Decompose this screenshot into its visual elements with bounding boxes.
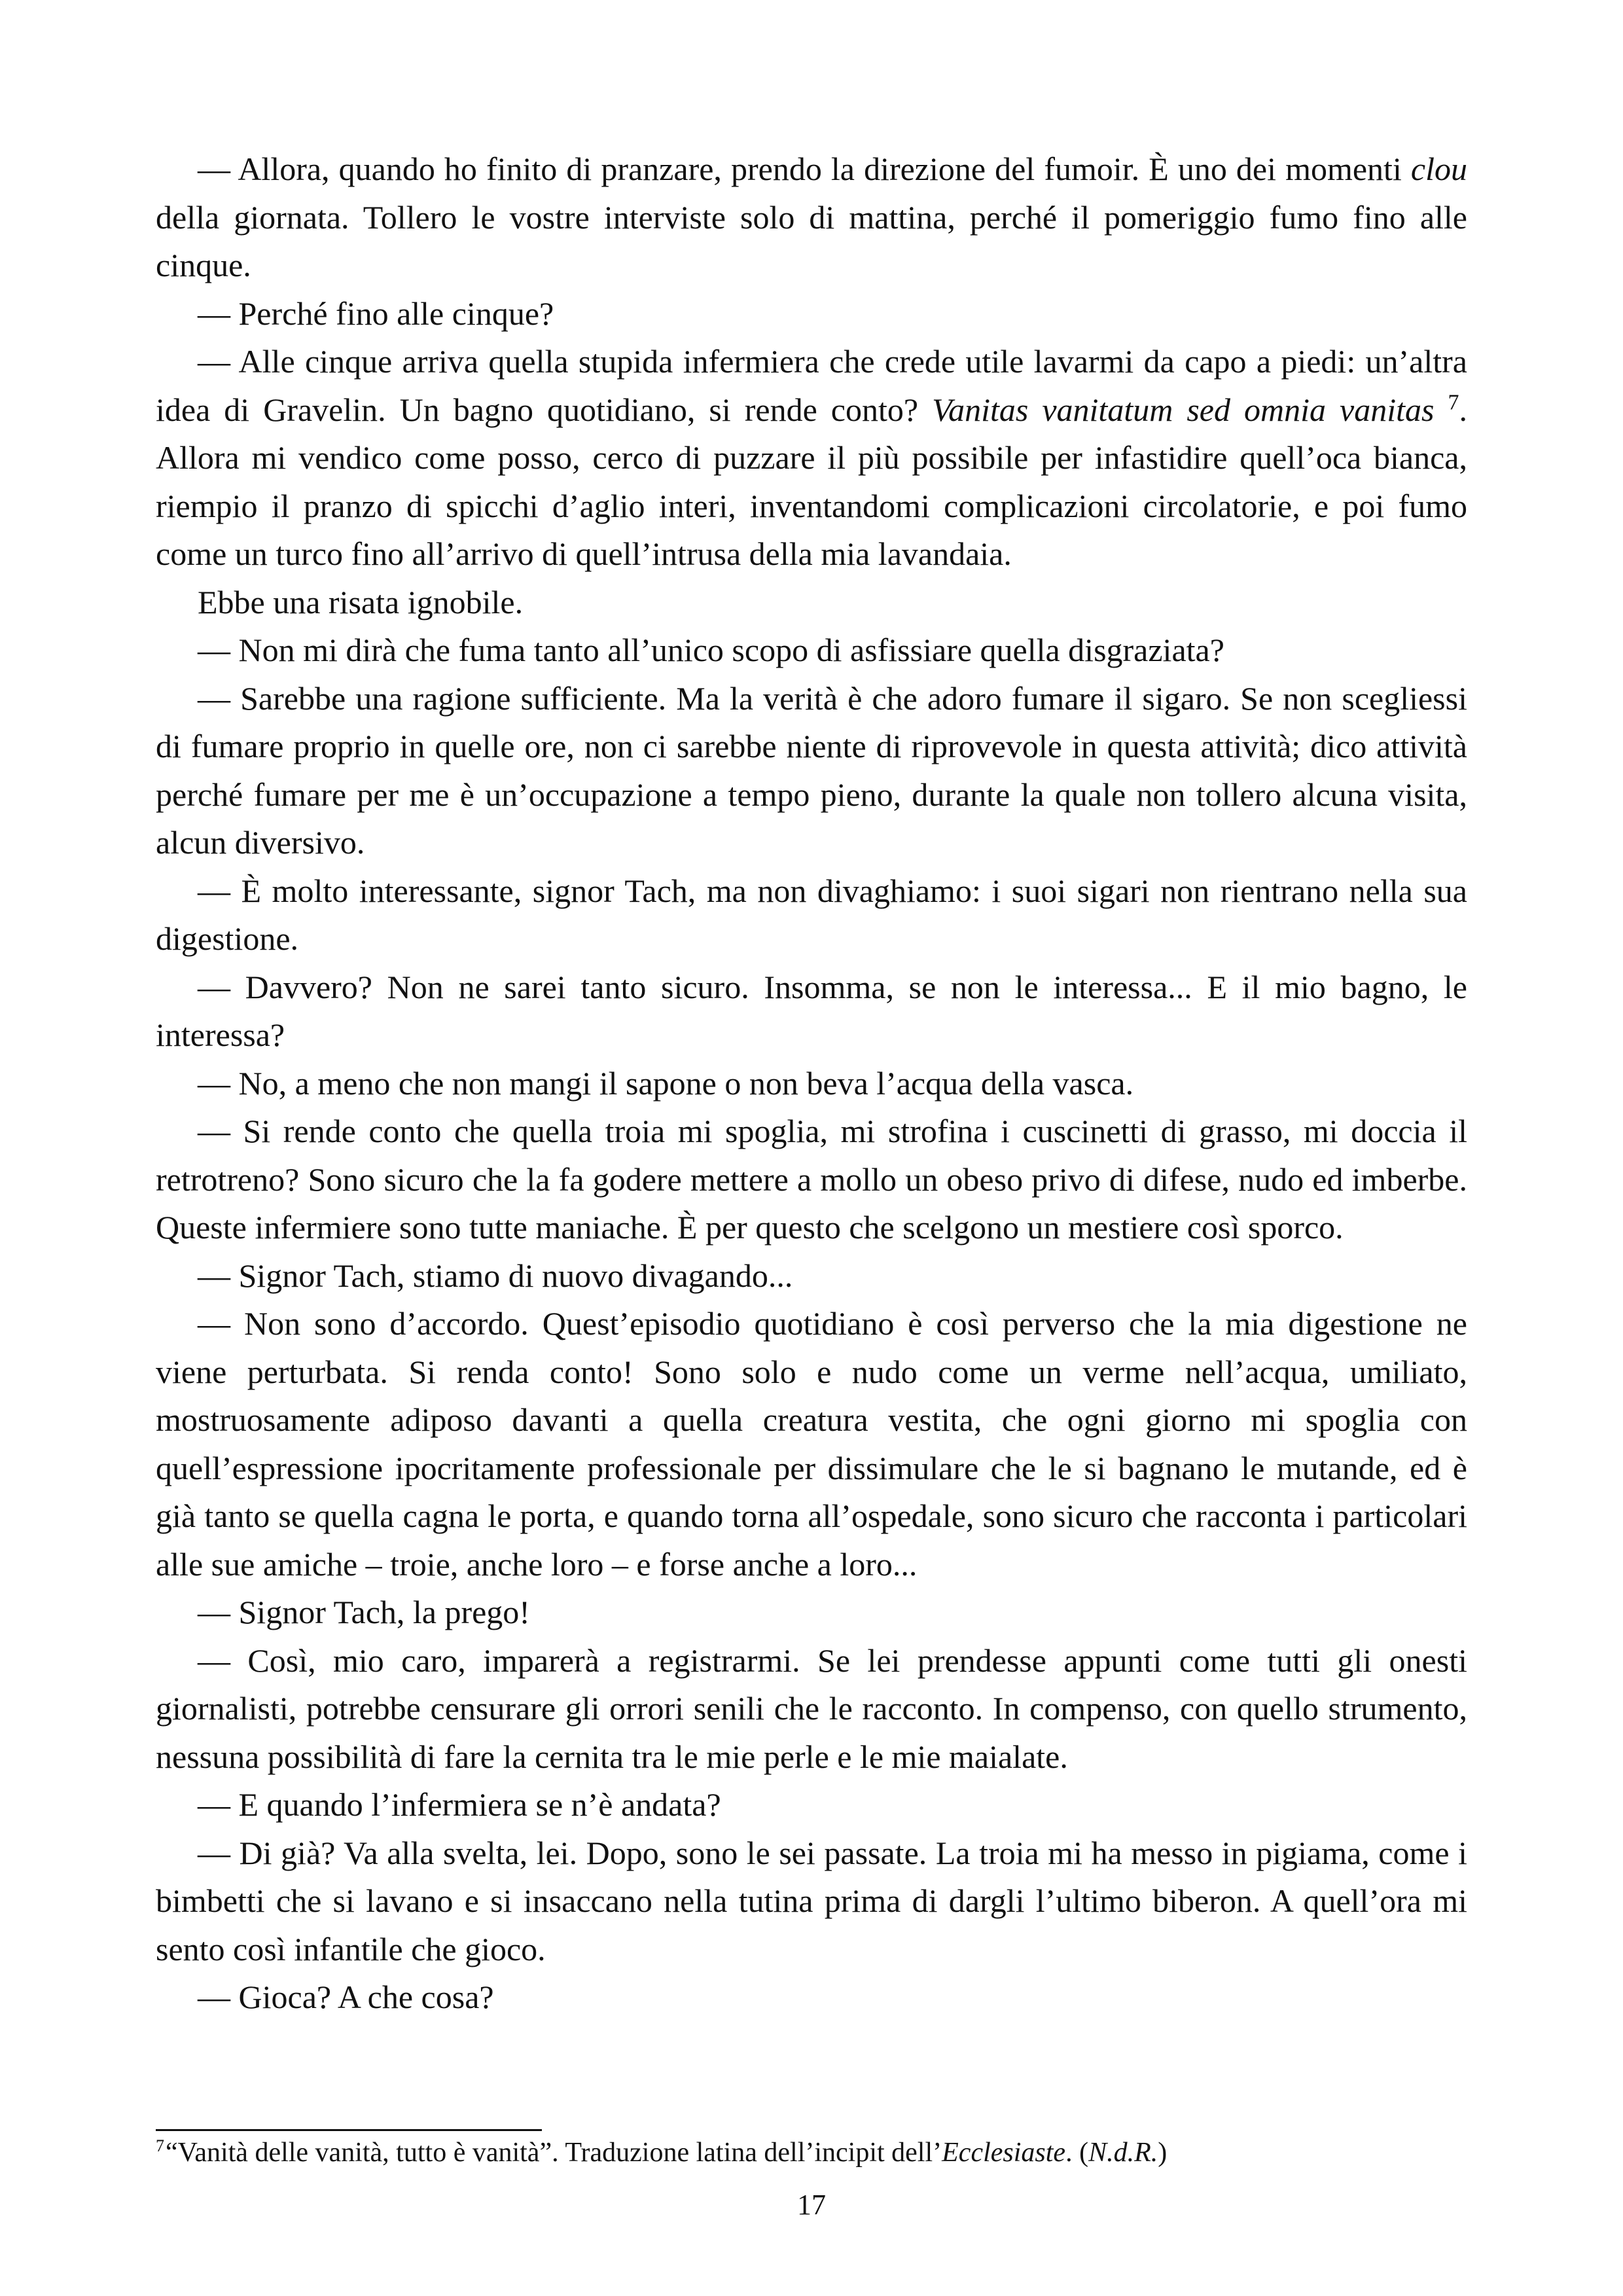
paragraph: — Si rende conto che quella troia mi spoglia, mi strofina i cuscinetti di grasso, mi doccia il retrotreno? Sono sicuro che la fa godere mettere a mollo un obeso privo di difese, nudo ed imberbe. Queste infermiere sono tutte maniache. È per questo che scelgono un mestiere così sporco. <box>156 1113 1467 1246</box>
paragraph: — Gioca? A che cosa? <box>198 1979 494 2015</box>
paragraph: — Di già? Va alla svelta, lei. Dopo, sono le sei passate. La troia mi ha messo in pigiama, come i bimbetti che si lavano e si insaccano nella tutina prima di dargli l’ultimo biberon. A quell’ora mi sento così infantile che gioco. <box>156 1834 1467 1967</box>
paragraph: — Alle cinque arriva quella stupida infermiera che crede utile lavarmi da capo a piedi: un’altra idea di Gravelin. Un bagno quotidiano, si rende conto? Vanitas vanitatum sed omnia vanitas $^7$. Allora mi vendico come posso, cerco di puzzare il più possibile per infastidire quell’oca bianca, riempio il pranzo di spicchi d’aglio interi, inventandomi complicazioni circolatorie, e poi fumo come un turco fino all’arrivo di quell’intrusa della mia lavandaia. <box>156 343 1467 572</box>
paragraph: — Non sono d’accordo. Quest’episodio quotidiano è così perverso che la mia digestione ne viene perturbata. Si renda conto! Sono solo e nudo come un verme nell’acqua, umiliato, mostruosamente adiposo davanti a quella creatura vestita, che ogni giorno mi spoglia con quell’espressione ipocritamente professionale per dissimulare che le si bagnano le mutande, ed è già tanto se quella cagna le porta, e quando torna all’ospedale, sono sicuro che racconta i particolari alle sue amiche – troie, anche loro – e forse anche a loro... <box>156 1305 1467 1583</box>
footnote: $^7$“Vanità delle vanità, tutto è vanità”. Traduzione latina dell’incipit dell’Ecclesiaste. (N.d.R.) <box>156 2136 1168 2168</box>
paragraph: — Signor Tach, la prego! <box>198 1594 530 1630</box>
footnote-reference: 7 <box>1448 389 1459 414</box>
footnote-divider <box>156 2129 542 2131</box>
paragraph: — È molto interessante, signor Tach, ma non divaghiamo: i suoi sigari non rientrano nella sua digestione. <box>156 872 1467 957</box>
paragraph: — Allora, quando ho finito di pranzare, prendo la direzione del fumoir. È uno dei momenti clou della giornata. Tollero le vostre interviste solo di mattina, perché il pomeriggio fumo fino alle cinque. <box>156 151 1467 283</box>
body-text <box>156 145 1467 2022</box>
page-number: 17 <box>797 2189 826 2221</box>
paragraph: Ebbe una risata ignobile. <box>198 583 524 620</box>
paragraph: — No, a meno che non mangi il sapone o non beva l’acqua della vasca. <box>198 1064 1134 1102</box>
paragraph: — Davvero? Non ne sarei tanto sicuro. Insomma, se non le interessa... E il mio bagno, le interessa? <box>156 968 1467 1053</box>
footnote-number: 7 <box>156 2136 164 2155</box>
paragraph: — Così, mio caro, imparerà a registrarmi. Se lei prendesse appunti come tutti gli onesti giornalisti, potrebbe censurare gli orrori senili che le racconto. In compenso, con quello strumento, nessuna possibilità di fare la cernita tra le mie perle e le mie maialate. <box>156 1641 1467 1775</box>
paragraph: — E quando l’infermiera se n’è andata? <box>198 1786 721 1823</box>
paragraph: — Non mi dirà che fuma tanto all’unico scopo di asfissiare quella disgraziata? <box>198 632 1224 668</box>
paragraph: — Signor Tach, stiamo di nuovo divagando... <box>198 1257 793 1294</box>
paragraph: — Perché fino alle cinque? <box>198 295 554 332</box>
paragraph: — Sarebbe una ragione sufficiente. Ma la verità è che adoro fumare il sigaro. Se non scegliessi di fumare proprio in quelle ore, non ci sarebbe niente di riprovevole in questa attività; dico attività perché fumare per me è un’occupazione a tempo pieno, durante la quale non tollero alcuna visita, alcun diversivo. <box>156 679 1467 861</box>
